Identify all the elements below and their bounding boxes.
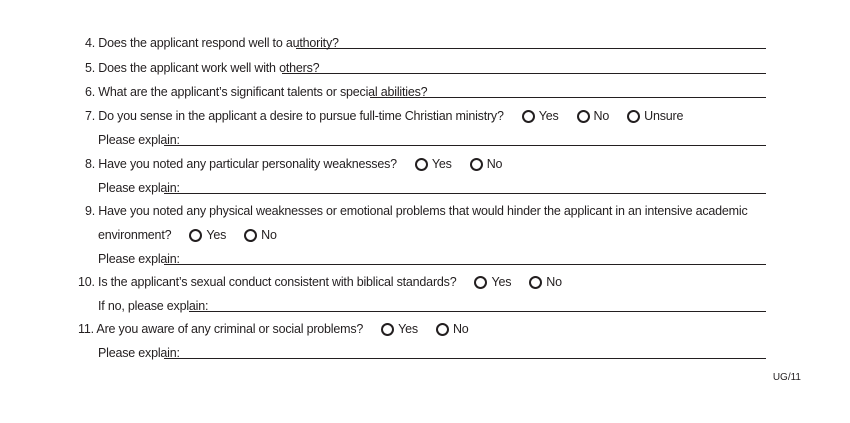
question-7 [85,103,683,123]
radio-circle-icon[interactable] [522,110,535,123]
q11-explain-label: Please explain: [98,346,180,360]
q7-yes-option[interactable]: Yes [522,109,559,123]
question-4 [85,30,339,50]
question-8 [85,151,502,171]
q8-yes-option[interactable]: Yes [415,157,452,171]
q8-explain [98,175,180,195]
question-6 [85,79,427,99]
q8-explain-field[interactable] [164,193,766,194]
q9-no-option[interactable]: No [244,228,277,242]
answer-field-4[interactable] [296,48,766,49]
radio-circle-icon[interactable] [189,229,202,242]
question-6-text: 6. What are the applicant’s significant talents or special abilities? [85,85,428,99]
q11-no-option[interactable]: No [436,322,469,336]
q10-explain-field[interactable] [189,311,766,312]
q10-no-option[interactable]: No [529,275,562,289]
q9-explain [98,246,180,266]
radio-circle-icon[interactable] [474,276,487,289]
question-9 [85,198,748,218]
question-8-text: 8. Have you noted any particular personality weaknesses? [85,157,397,171]
q8-explain-label: Please explain: [98,181,180,195]
question-7-text: 7. Do you sense in the applicant a desire to pursue full-time Christian ministry? [85,109,504,123]
q7-unsure-option[interactable]: Unsure [627,109,683,123]
q7-explain [98,127,180,147]
radio-circle-icon[interactable] [244,229,257,242]
radio-circle-icon[interactable] [470,158,483,171]
question-11 [78,316,469,336]
radio-circle-icon[interactable] [627,110,640,123]
radio-circle-icon[interactable] [577,110,590,123]
question-5 [85,55,319,75]
radio-circle-icon[interactable] [381,323,394,336]
question-5-text: 5. Does the applicant work well with others? [85,61,320,75]
answer-field-5[interactable] [282,73,766,74]
question-4-text: 4. Does the applicant respond well to authority? [85,36,339,50]
question-9-cont [98,222,277,242]
answer-field-6[interactable] [370,97,766,98]
q7-explain-field[interactable] [164,145,766,146]
q10-explain-label: If no, please explain: [98,299,209,313]
question-9-text: 9. Have you noted any physical weaknesses or emotional problems that would hinder the applicant in an intensive academic [85,204,748,218]
q9-explain-field[interactable] [164,264,766,265]
q10-yes-option[interactable]: Yes [474,275,511,289]
radio-circle-icon[interactable] [415,158,428,171]
q11-explain [98,340,180,360]
q7-no-option[interactable]: No [577,109,610,123]
question-10 [78,269,562,289]
q10-explain [98,293,208,313]
page-code: UG/11 [772,372,801,383]
radio-circle-icon[interactable] [436,323,449,336]
radio-circle-icon[interactable] [529,276,542,289]
q7-explain-label: Please explain: [98,133,180,147]
question-9-text2: environment? [98,228,172,242]
question-10-text: 10. Is the applicant’s sexual conduct consistent with biblical standards? [78,275,457,289]
question-11-text: 11. Are you aware of any criminal or social problems? [78,322,364,336]
q8-no-option[interactable]: No [470,157,503,171]
q9-yes-option[interactable]: Yes [189,228,226,242]
q9-explain-label: Please explain: [98,252,180,266]
q11-explain-field[interactable] [164,358,766,359]
q11-yes-option[interactable]: Yes [381,322,418,336]
